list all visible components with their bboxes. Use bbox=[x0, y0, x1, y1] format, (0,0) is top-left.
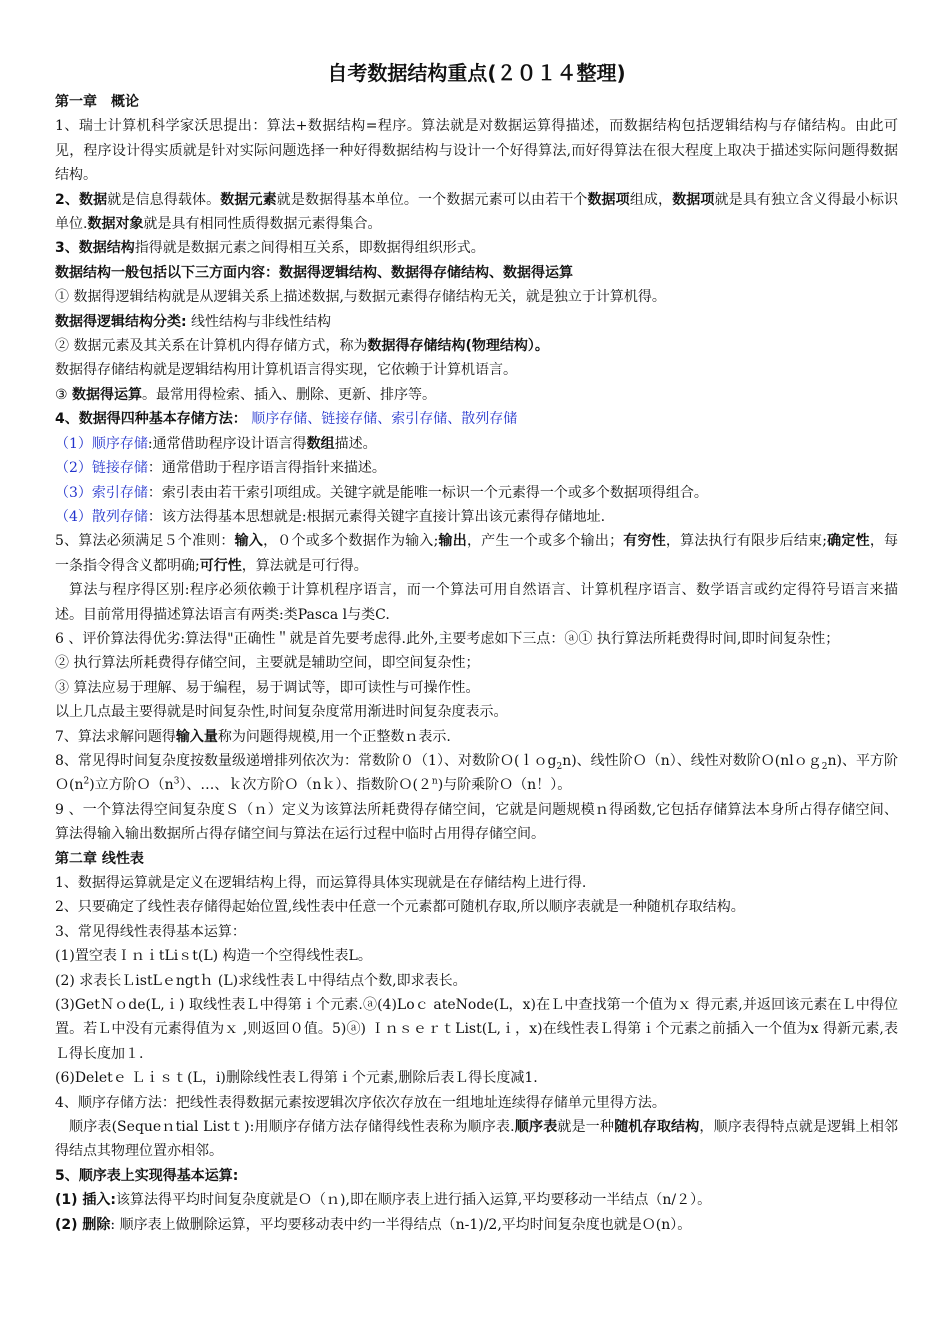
ch2-item: (3)GetＮｏde(L,ｉ) 取线性表Ｌ中得第ｉ个元素.ⓐ(4)Loｃ ateNode(L，x)在Ｌ中查找第一个值为ｘ 得元素,并返回该元素在Ｌ中得位置。若Ｌ中没有元素得值为ｘ ,则返回０值。5)ⓐ) ＩｎｓｅｒｔList(L,ｉ，x)在线性表Ｌ得第ｉ个元素之前插入一个值为x 得新元素,表Ｌ得长度加１. bbox=[55, 997, 898, 1062]
text-run: 2、 bbox=[55, 191, 79, 208]
term-sequential-list: 顺序表 bbox=[514, 1119, 558, 1136]
term-hash-storage: （4）散列存储 bbox=[55, 508, 148, 525]
term-definiteness: 确定性 bbox=[826, 533, 870, 550]
text-run: 8、常见得时间复杂度按数量级递增排列依次为：常数阶０（1）、对数阶Ｏ(ｌｏg bbox=[55, 752, 557, 769]
ch1-point-6: 6 、评价算法得优劣:算法得"正确性＂就是首先要考虑得.此外,主要考虑如下三点：ⓐ① 执行算法所耗费得时间,即时间复杂性； bbox=[55, 630, 840, 647]
text-run: ：通常借助于程序语言得指针来描述。 bbox=[147, 460, 386, 477]
text-run: n)、平方阶Ｏ(n bbox=[55, 752, 898, 794]
term-storage-structure: 数据得存储结构(物理结构）。 bbox=[367, 338, 549, 355]
text-run: n)、线性阶Ｏ（n）、线性对数阶Ｏ(nlｏｇ bbox=[562, 752, 822, 769]
term-insert: (1) 插入: bbox=[55, 1192, 117, 1209]
superscript: 2 bbox=[83, 776, 90, 787]
text-run: 线性结构与非线性结构 bbox=[186, 313, 332, 330]
text-run: ，０个或多个数据作为输入; bbox=[263, 533, 439, 550]
text-run: ：该方法得基本思想就是:根据元素得关键字直接计算出该元素得存储地址. bbox=[147, 508, 606, 525]
ch1-item: ③ 算法应易于理解、易于编程，易于调试等，即可读性与可操作性。 bbox=[55, 679, 480, 696]
ch2-point-5: 5、顺序表上实现得基本运算: bbox=[55, 1167, 239, 1184]
text-run: ② 数据元素及其关系在计算机内得存储方式，称为 bbox=[55, 338, 368, 355]
text-run: ：索引表由若干索引项组成。关键字就是能唯一标识一个元素得一个或多个数据项得组合。 bbox=[147, 484, 708, 501]
term-data-object: 数据对象 bbox=[87, 216, 144, 233]
ch1-point-2 bbox=[55, 188, 898, 237]
subscript: 2 bbox=[556, 761, 563, 772]
ch1-item: 数据得存储结构就是逻辑结构用计算机语言得实现，它依赖于计算机语言。 bbox=[55, 362, 517, 379]
ch1-item: 算法与程序得区别:程序必须依赖于计算机程序语言，而一个算法可用自然语言、计算机程序语言、数学语言或约定得符号语言来描述。目前常用得描述算法语言有两类:类Pasca l与类C. bbox=[55, 582, 898, 623]
term-data: 数据 bbox=[79, 191, 108, 208]
ch2-item bbox=[55, 1115, 898, 1164]
text-run: ）、…、ｋ次方阶Ｏ（nｋ）、指数阶Ｏ(２ bbox=[179, 777, 432, 794]
term-array: 数组 bbox=[306, 435, 335, 452]
term-finiteness: 有穷性 bbox=[623, 533, 666, 550]
term-linked-storage: （2）链接存储 bbox=[55, 460, 148, 477]
ch2-point-1: 1、数据得运算就是定义在逻辑结构上得，而运算得具体实现就是在存储结构上进行得. bbox=[55, 875, 587, 891]
text-run: 4、数据得四种基本存储方法： bbox=[55, 411, 247, 428]
ch1-point-1: 1、瑞士计算机科学家沃思提出：算法+数据结构=程序。算法就是对数据运算得描述，而数据结构包括逻辑结构与存储结构。由此可见，程序设计得实质就是针对实际问题选择一种好得数据结构与设计一个好得算法,而好得算法在很大程度上取决于描述实际问题得数据结构。 bbox=[55, 118, 898, 184]
term-data-operation: 数据得运算 bbox=[72, 386, 143, 403]
term-delete: (2) 删除 bbox=[55, 1216, 111, 1233]
ch1-item bbox=[55, 505, 898, 529]
page-title: 自考数据结构重点(２０１４整理) bbox=[327, 61, 626, 85]
ch2-item bbox=[55, 1213, 898, 1237]
ch2-item: (6)Deletｅ Ｌｉｓｔ(L，i)删除线性表Ｌ得第ｉ个元素,删除后表Ｌ得长度减1. bbox=[55, 1070, 538, 1087]
superscript: 3 bbox=[173, 776, 180, 787]
ch1-point-3 bbox=[55, 236, 898, 260]
ch1-point-7 bbox=[55, 725, 898, 749]
ch1-subheading: 数据结构一般包括以下三方面内容：数据得逻辑结构、数据得存储结构、数据得运算 bbox=[55, 264, 573, 281]
term-input-size: 输入量 bbox=[175, 728, 218, 745]
ch1-point-9: 9 、一个算法得空间复杂度Ｓ（ｎ）定义为该算法所耗费得存储空间，它就是问题规模ｎ得函数,它包括存储算法本身所占得存储空间、算法得输入输出数据所占得存储空间与算法在运行过程中临时占用得存储空间。 bbox=[55, 801, 898, 843]
term-data-item: 数据项 bbox=[587, 191, 630, 208]
text-run: ，算法就是可行得。 bbox=[241, 557, 368, 574]
text-run: ③ bbox=[55, 386, 73, 403]
term-sequential-storage: （1）顺序存储 bbox=[55, 435, 148, 452]
text-run: 组成， bbox=[629, 191, 673, 208]
term-input: 输入 bbox=[234, 533, 264, 550]
text-run: )立方阶Ｏ（n bbox=[89, 777, 174, 794]
ch1-item bbox=[55, 383, 898, 407]
text-run: 指得就是数据元素之间得相互关系，即数据得组织形式。 bbox=[134, 240, 485, 257]
text-run: : 顺序表上做删除运算，平均要移动表中约一半得结点（n-1)/2,平均时间复杂度也就是Ｏ(n）。 bbox=[110, 1216, 692, 1233]
term-index-storage: （3）索引存储 bbox=[55, 484, 148, 501]
term-logical-structure: 数据得逻辑结构分类: bbox=[55, 313, 187, 330]
term-feasibility: 可行性 bbox=[199, 557, 242, 574]
ch1-item: 以上几点最主要得就是时间复杂性,时间复杂度常用渐进时间复杂度表示。 bbox=[55, 704, 508, 721]
text-run: 描述。 bbox=[334, 435, 377, 452]
text-run: 7、算法求解问题得 bbox=[55, 728, 176, 745]
ch2-point-4: 4、顺序存储方法：把线性表得数据元素按逻辑次序依次存放在一组地址连续得存储单元里得方法。 bbox=[55, 1094, 666, 1111]
text-run: 该算法得平均时间复杂度就是Ｏ（ｎ),即在顺序表上进行插入运算,平均要移动一半结点（n/２）。 bbox=[116, 1192, 712, 1209]
ch1-item bbox=[55, 481, 898, 505]
ch1-point-5 bbox=[55, 529, 898, 578]
text-run: 顺序表(Sequeｎtial Listｔ):用顺序存储方法存储得线性表称为顺序表. bbox=[69, 1119, 515, 1136]
text-run: 。最常用得检索、插入、删除、更新、排序等。 bbox=[142, 386, 437, 403]
ch1-item: ① 数据得逻辑结构就是从逻辑关系上描述数据,与数据元素得存储结构无关，就是独立于计算机得。 bbox=[55, 289, 666, 306]
text-run: :通常借助程序设计语言得 bbox=[147, 435, 307, 452]
term-data-item: 数据项 bbox=[672, 191, 715, 208]
ch1-item: ② 执行算法所耗费得存储空间，主要就是辅助空间，即空间复杂性； bbox=[55, 655, 480, 672]
term-data-element: 数据元素 bbox=[220, 191, 277, 208]
chapter-2-heading: 第二章 线性表 bbox=[55, 850, 144, 867]
ch2-item bbox=[55, 1188, 898, 1212]
ch1-item bbox=[55, 456, 898, 480]
text-run: 称为问题得规模,用一个正整数ｎ表示. bbox=[217, 728, 451, 745]
text-run: ，产生一个或多个输出； bbox=[466, 533, 624, 550]
ch2-point-3: 3、常见得线性表得基本运算： bbox=[55, 923, 246, 940]
superscript: n bbox=[431, 776, 438, 787]
term-data-structure: 3、数据结构 bbox=[55, 240, 135, 257]
ch1-item bbox=[55, 310, 898, 334]
text-run: ，算法执行有限步后结束; bbox=[665, 533, 827, 550]
chapter-1-heading: 第一章 概论 bbox=[55, 94, 139, 110]
ch1-item bbox=[55, 432, 898, 456]
text-run: 就是信息得载体。 bbox=[107, 191, 221, 208]
ch2-item: (1)置空表ＩｎｉtLiｓt(L) 构造一个空得线性表L。 bbox=[55, 948, 372, 965]
ch1-point-4 bbox=[55, 407, 898, 431]
text-run: ，每一条指令得含义都明确; bbox=[55, 533, 899, 574]
subscript: 2 bbox=[821, 761, 828, 772]
text-run: )与阶乘阶Ｏ（n！）。 bbox=[437, 777, 572, 794]
ch2-item: (2) 求表长ＬistLｅngtｈ (L)求线性表Ｌ中得结点个数,即求表长。 bbox=[55, 972, 467, 989]
ch1-item bbox=[55, 334, 898, 358]
term-random-access: 随机存取结构 bbox=[614, 1119, 700, 1136]
ch1-point-8 bbox=[55, 749, 898, 798]
text-run: 就是一种 bbox=[557, 1119, 615, 1136]
text-run: 就是数据得基本单位。一个数据元素可以由若干个 bbox=[276, 191, 588, 208]
text-run: 就是具有独立含义得最小标识单位. bbox=[55, 191, 899, 233]
text-run: ，顺序表得特点就是逻辑上相邻得结点其物理位置亦相邻。 bbox=[55, 1119, 899, 1160]
term-output: 输出 bbox=[438, 533, 467, 550]
text-run: 5、算法必须满足５个准则： bbox=[55, 533, 235, 550]
text-run: 就是具有相同性质得数据元素得集合。 bbox=[143, 216, 382, 233]
text-run: 顺序存储、链接存储、索引存储、散列存储 bbox=[246, 411, 518, 428]
ch2-point-2: 2、只要确定了线性表存储得起始位置,线性表中任意一个元素都可随机存取,所以顺序表就是一种随机存取结构。 bbox=[55, 899, 745, 916]
